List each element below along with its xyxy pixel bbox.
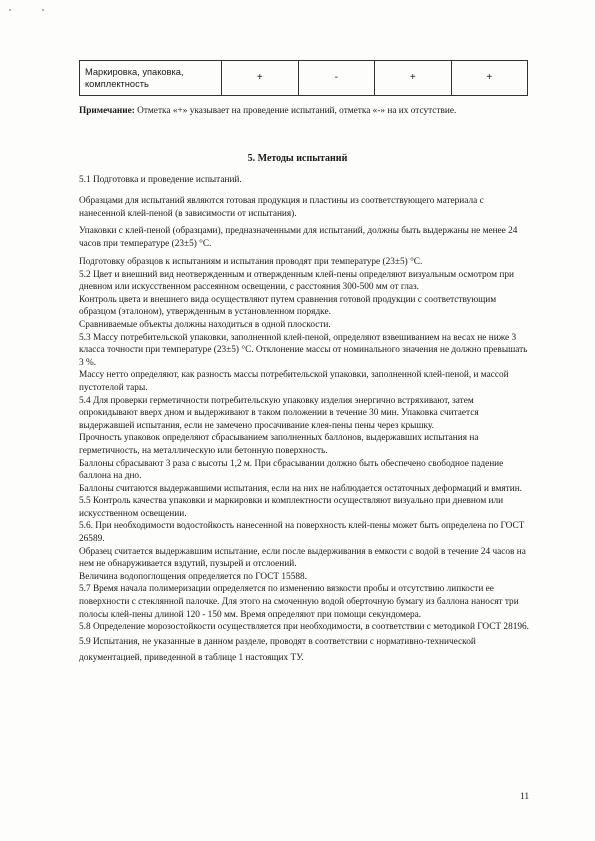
paragraph: Контроль цвета и внешнего вида осуществляют путем сравнения готовой продукции с соответствующим образцом (эталоном), утвержденным в установленном порядке. — [79, 294, 497, 318]
table-cell: + — [451, 61, 528, 96]
paragraph: Сравниваемые объекты должны находиться в одной плоскости. — [79, 319, 331, 330]
paragraph: Подготовку образцов к испытаниям и испытания проводят при температуре (23±5) °С. — [79, 257, 423, 267]
paragraph-5-1: 5.1 Подготовка и проведение испытаний. — [79, 175, 242, 185]
paragraph: 5.8 Определение морозостойкости осуществляется при необходимости, в соответствии с методикой ГОСТ 28196. — [79, 622, 529, 633]
section-title: 5. Методы испытаний — [247, 153, 348, 164]
paragraph: Величина водопоглощения определяется по ГОСТ 15588. — [79, 571, 307, 582]
table-cell: + — [375, 61, 452, 96]
paragraph: 5.3 Массу потребительской упаковки, заполненной клей-пеной, определяют взвешиванием на весах не ниже 3 класса точности при температуре (23±5) °С. Отклонение массы от номинального значения не должно превышать 3 %. — [79, 332, 528, 368]
test-table-fragment — [79, 60, 528, 96]
table-note — [79, 105, 529, 118]
table-cell: - — [298, 61, 375, 96]
paragraph-packages: Упаковки с клей-пеной (образцами), предназначенными для испытаний, должны быть выдержаны не менее 24 часов при температуре (23±5) °С. — [79, 226, 518, 249]
paragraph: Баллоны считаются выдержавшими испытания, если на них не наблюдается остаточных деформаций и вмятин. — [79, 483, 522, 494]
paragraph: 5.7 Время начала полимеризации определяется по изменению вязкости пробы и отсутствию липкости ее поверхности с стеклянной палочке. Для этого на смоченную водой оберточную бумагу из баллона наносят три полосы клей-пены длиной 120 - 150 мм. Время определяют при помощи секундомера. — [79, 584, 519, 620]
paragraph: 5.4 Для проверки герметичности потребительскую упаковку изделия энергично встряхивают, затем опрокидывают вверх дном и выдерживают в таком положении в течение 30 мин. Упаковка считается выдержавшей испытания, если не замечено просачивание клея-пены пены через крышку. — [79, 395, 479, 431]
paragraph: Прочность упаковок определяют сбрасыванием заполненных баллонов, выдержавших испытания на герметичность, на металлическую или бетонную поверхность. — [79, 433, 479, 456]
paragraph: Массу нетто определяют, как разность массы потребительской упаковки, заполненной клей-пеной, и массой пустотелой тары. — [79, 370, 509, 393]
paragraph-samples: Образцами для испытаний являются готовая продукция и пластины из соответствующего материала с нанесенной клей-пеной (в зависимости от испытания). — [79, 196, 484, 219]
table-cell: + — [222, 61, 299, 96]
paragraph: 5.6. При необходимости водостойкость нанесенной на поверхность клей-пены может быть определена по ГОСТ 26589. — [79, 521, 525, 545]
scan-speck — [9, 9, 11, 11]
paragraph: 5.9 Испытания, не указанные в данном разделе, проводят в соответствии с нормативно-технической документацией, приведенной в таблице 1 настоящих ТУ. — [79, 636, 476, 663]
note-text: Отметка «+» указывает на проведение испытаний, отметка «-» на их отсутствие. — [134, 106, 457, 116]
paragraph: Образец считается выдержавшим испытание, если после выдерживания в емкости с водой в течение 24 часов на нем не обнаруживается вздутий, пузырей и отслоений. — [79, 546, 526, 570]
note-label: Примечание: — [79, 106, 135, 116]
methods-body — [79, 256, 531, 666]
paragraph: 5.5 Контроль качества упаковки и маркировки и комплектности осуществляют визуально при дневном или искусственном освещении. — [79, 496, 504, 519]
paragraph: Баллоны сбрасывают 3 раза с высоты 1,2 м. При сбрасывании должно быть обеспечено свободное падение баллона на дно. — [79, 458, 504, 482]
scan-speck — [42, 9, 44, 11]
page-number: 11 — [520, 792, 530, 802]
paragraph: 5.2 Цвет и внешний вид неотвержденным и отвержденным клей-пены определяют визуальным осмотром при дневном или искусственном рассеянном освещении, с расстояния 300-500 мм от глаз. — [79, 269, 514, 293]
table-row — [80, 61, 528, 96]
table-row-label: Маркировка, упаковка, комплектность — [80, 61, 222, 96]
